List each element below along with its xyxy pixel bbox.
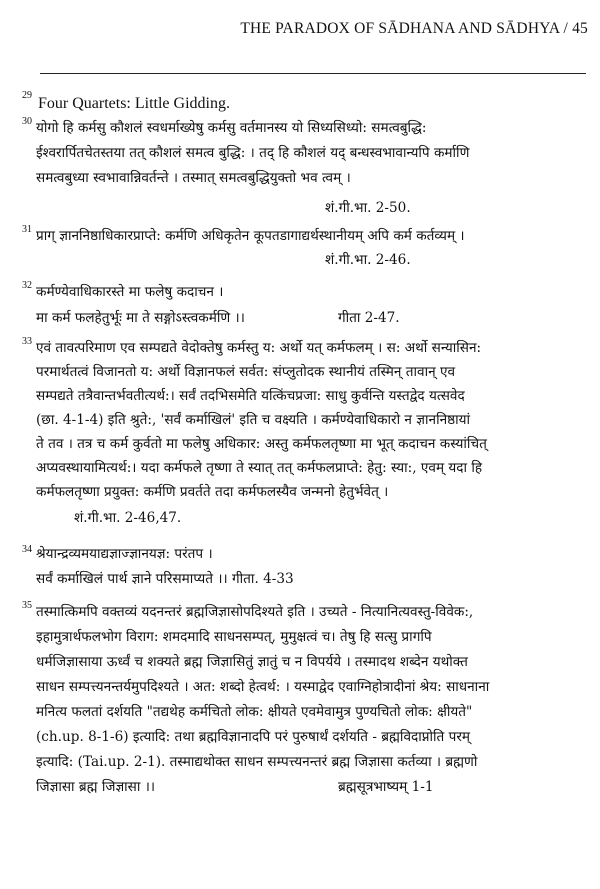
footnote-line: अप्यवस्थायामित्यर्थ:। यदा कर्मफले तृष्णा ते स्यात् तत् कर्मफलप्राप्ते: हेतु: स्या:, एवम् यदा हि — [36, 460, 483, 476]
footnote-reference: शं.गी.भा. 2-50. — [325, 200, 411, 216]
footnote-reference: ब्रह्मसूत्रभाष्यम् 1-1 — [338, 779, 434, 795]
footnote-line: (छा. 4-1-4) इति श्रुते:, 'सर्वं कर्माखिलं' इति च वक्ष्यति । कर्मण्येवाधिकारो न ज्ञाननिष्ठायां — [36, 412, 471, 428]
footnote-line: योगो हि कर्मसु कौशलं स्वधर्माख्येषु कर्मसु वर्तमानस्य यो सिध्यसिध्यो: समत्वबुद्धि: — [36, 120, 427, 136]
footnote-number: 34 — [22, 544, 32, 555]
running-header: THE PARADOX OF SĀDHANA AND SĀDHYA / 45 — [240, 20, 588, 37]
footnote-line: (ch.up. 8-1-6) इत्यादि: तथा ब्रह्मविज्ञानादपि परं पुरुषार्थं दर्शयति - ब्रह्मविदाप्नोति परम् — [36, 729, 471, 745]
footnote-line: सम्पद्यते तत्रैवान्तर्भवतीत्यर्थ:। सर्वं तदभिसमेति यत्किंचप्रजा: साधु कुर्वन्ति यस्तद्वेद यत्सवेद — [36, 388, 465, 404]
footnote-number: 33 — [22, 336, 32, 347]
footnote-line: तस्मात्किमपि वक्तव्यं यदनन्तरं ब्रह्मजिज्ञासोपदिश्यते इति । उच्यते - नित्यानित्यवस्तु-विवेक:, — [36, 604, 474, 620]
footnote-number: 32 — [22, 280, 32, 291]
footnote-line: धर्मजिज्ञासाया ऊर्ध्वं च शक्यते ब्रह्म जिज्ञासितुं ज्ञातुं च न विपर्यये । तस्मादथ शब्देन यथोक्त — [36, 654, 468, 670]
footnote-number: 35 — [22, 600, 32, 611]
footnote-line: ईश्वरार्पितचेतस्तया तत् कौशलं समत्व बुद्धि: । तद् हि कौशलं यद् बन्धस्वभावान्यपि कर्माणि — [36, 145, 470, 161]
footnote-reference: गीता 2-47. — [338, 310, 400, 326]
footnote-reference: शं.गी.भा. 2-46,47. — [74, 510, 182, 526]
footnote-line: प्राग् ज्ञाननिष्ठाधिकारप्राप्ते: कर्मणि अधिकृतेन कूपतडागाद्यर्थस्थानीयम् अपि कर्म कर्तव्यम् । — [36, 228, 465, 244]
footnote-line: इहामुत्रार्थफलभोग विराग: शमदमादि साधनसम्पत्, मुमुक्षत्वं च। तेषु हि सत्सु प्रागपि — [36, 629, 432, 645]
footnote-line: जिज्ञासा ब्रह्म जिज्ञासा ।। — [36, 779, 156, 795]
footnote-line: समत्वबुध्या स्वभावान्निवर्तन्ते । तस्मात् समत्वबुद्धियुक्तो भव त्वम् । — [36, 170, 351, 186]
footnote-number: 31 — [22, 224, 32, 235]
footnote-line: श्रेयान्द्रव्यमयाद्यज्ञाज्ज्ञानयज्ञ: परंतप । — [36, 546, 213, 562]
footnote-line: एवं तावत्परिमाण एव सम्पद्यते वेदोक्तेषु कर्मस्तु य: अर्थो यत् कर्मफलम् । स: अर्थो सन्यासिन: — [36, 340, 482, 356]
footnote-line: सर्वं कर्माखिलं पार्थ ज्ञाने परिसमाप्यते ।। गीता. 4-33 — [36, 571, 294, 587]
header-rule — [40, 73, 586, 74]
footnote-line: कर्मण्येवाधिकारस्ते मा फलेषु कदाचन । — [36, 284, 224, 300]
footnote-number: 29 — [22, 90, 32, 101]
footnote-line: मा कर्म फलहेतुर्भूः मा ते सङ्गोऽस्त्वकर्मणि ।। — [36, 310, 245, 326]
footnote-line: Four Quartets: Little Gidding. — [38, 95, 230, 112]
footnote-line: परमार्थतत्वं विजानतो य: अर्थो विज्ञानफलं सर्वत: संप्लुतोदक स्थानीयं तस्मिन् तावान् एव — [36, 364, 456, 380]
footnote-number: 30 — [22, 116, 32, 127]
footnote-line: इत्यादि: (Tai.up. 2-1). तस्माद्यथोक्त साधन सम्पत्त्यनन्तरं ब्रह्म जिज्ञासा कर्तव्या । ब्रह्मणो — [36, 754, 478, 770]
footnote-reference: शं.गी.भा. 2-46. — [325, 252, 411, 268]
footnote-line: कर्मफलतृष्णा प्रयुक्त: कर्मणि प्रवर्तते तदा कर्मफलस्यैव जन्मनो हेतुर्भवेत् । — [36, 484, 389, 500]
footnote-line: मनित्य फलतां दर्शयति "तद्यथेह कर्मचितो लोक: क्षीयते एवमेवामुत्र पुण्यचितो लोक: क्षीयते" — [36, 704, 473, 720]
footnote-line: साधन सम्पत्त्यनन्तर्यमुपदिश्यते । अत: शब्दो हेत्वर्थ: । यस्माद्वेद एवाग्निहोत्रादीनां श्रेय: साधनाना — [36, 679, 490, 695]
footnote-line: ते तव । तत्र च कर्म कुर्वतो मा फलेषु अधिकार: अस्तु कर्मफलतृष्णा मा भूत् कदाचन कस्यांचित् — [36, 436, 487, 452]
